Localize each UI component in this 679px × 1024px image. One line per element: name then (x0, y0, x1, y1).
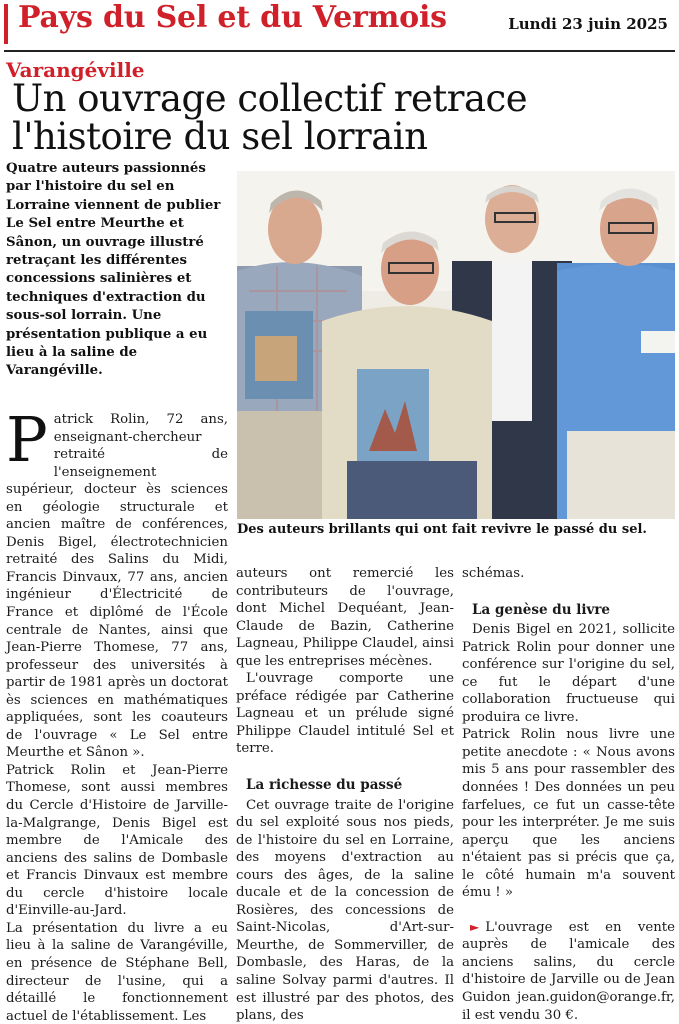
article-photo (237, 171, 675, 519)
issue-date: Lundi 23 juin 2025 (508, 15, 668, 33)
paragraph: schémas. (462, 566, 525, 581)
article-kicker: Varangéville (6, 58, 145, 82)
authors-photo-illustration (237, 171, 675, 519)
page-header (0, 0, 679, 50)
article-column-3 (462, 565, 675, 1024)
subheading: La genèse du livre (472, 601, 611, 618)
paragraph: Cet ouvrage traite de l'origine du sel exploité sous nos pieds, de l'histoire du sel en Lorraine, des moyens d'extraction au cours des âges, de la saline ducale et de la concession de Rosières, des concessions de Saint-Nicolas, d'Art-sur-Meurthe, de Sommerviller, de Dombasle, des Haras, de la saline Solvay parmi d'autres. Il est illustré par des photos, des plans, des (236, 797, 454, 1024)
section-rubric: Pays du Sel et du Vermois (18, 0, 447, 35)
paragraph: auteurs ont remercié les contributeurs de l'ouvrage, dont Michel Dequéant, Jean-Claude de Bazin, Catherine Lagneau, Philippe Claudel, ainsi que les entreprises mécènes. (236, 566, 454, 669)
subheading: La richesse du passé (246, 777, 403, 794)
photo-caption: Des auteurs brillants qui ont fait revivre le passé du sel. (237, 522, 647, 537)
header-rule (4, 50, 675, 52)
article-headline: Un ouvrage collectif retrace l'histoire du sel lorrain (12, 77, 528, 158)
paragraph-text: atrick Rolin, 72 ans, enseignant-chercheur retraité de l'enseignement supérieur, docteur ès sciences en géologie structurale et ancien maître de conférences, Denis Bigel, électrotechnicien retraité des Salins du Midi, Francis Dinvaux, 77 ans, ancien ingénieur d'Électricité de France et diplômé de l'École centrale de Nantes, ainsi que Jean-Pierre Thomese, 77 ans, professeur des universités à partir de 1981 après un doctorat ès sciences en mathématiques appliquées, sont les coauteurs de l'ouvrage « Le Sel entre Meurthe et Sânon ». (6, 412, 228, 761)
dropcap: P (6, 403, 48, 476)
paragraph (6, 403, 228, 762)
paragraph-text: L'ouvrage est en vente auprès de l'amicale des anciens salins, du cercle d'histoire de Jarville ou de Jean Guidon jean.guidon@orange.fr, il est vendu 30 €. (462, 919, 675, 1023)
triangle-bullet-icon: ► (470, 919, 480, 934)
paragraph: L'ouvrage comporte une préface rédigée par Catherine Lagneau et un prélude signé Philippe Claudel intitulé Sel et terre. (236, 671, 454, 757)
paragraph: Denis Bigel en 2021, sollicite Patrick Rolin pour donner une conférence sur l'origine du sel, ce fut le départ d'une collaboration fructueuse qui produira ce livre. (462, 622, 675, 725)
paragraph: Patrick Rolin et Jean-Pierre Thomese, sont aussi membres du Cercle d'Histoire de Jarville-la-Malgrange, Denis Bigel est membre de l'Amicale des anciens des salins de Dombasle et Francis Dinvaux est membre du cercle d'histoire locale d'Einville-au-Jard. (6, 762, 228, 919)
article-column-1 (6, 403, 228, 1024)
rubric-marker (4, 4, 8, 44)
paragraph: Patrick Rolin nous livre une petite anecdote : « Nous avons mis 5 ans pour rassembler des données ! Des données un peu farfelues, ce fut un casse-tête pour les interpréter. Je me suis aperçu que les anciens n'étaient pas si précis que ça, le côté humain m'a souvent ému ! » (462, 727, 675, 901)
spacer (462, 902, 675, 919)
paragraph (462, 919, 675, 1024)
article-column-2 (236, 565, 454, 1024)
article-lead: Quatre auteurs passionnés par l'histoire du sel en Lorraine viennent de publier Le Sel entre Meurthe et Sânon, un ouvrage illustré retraçant les différentes concessions salinières et techniques d'extraction du sous-sol lorrain. Une présentation publique a eu lieu à la saline de Varangéville. (6, 161, 221, 379)
paragraph: La présentation du livre a eu lieu à la saline de Varangéville, en présence de Stéphane Bell, directeur de l'usine, qui a détaillé le fonctionnement actuel de l'établissement. Les (6, 920, 228, 1024)
